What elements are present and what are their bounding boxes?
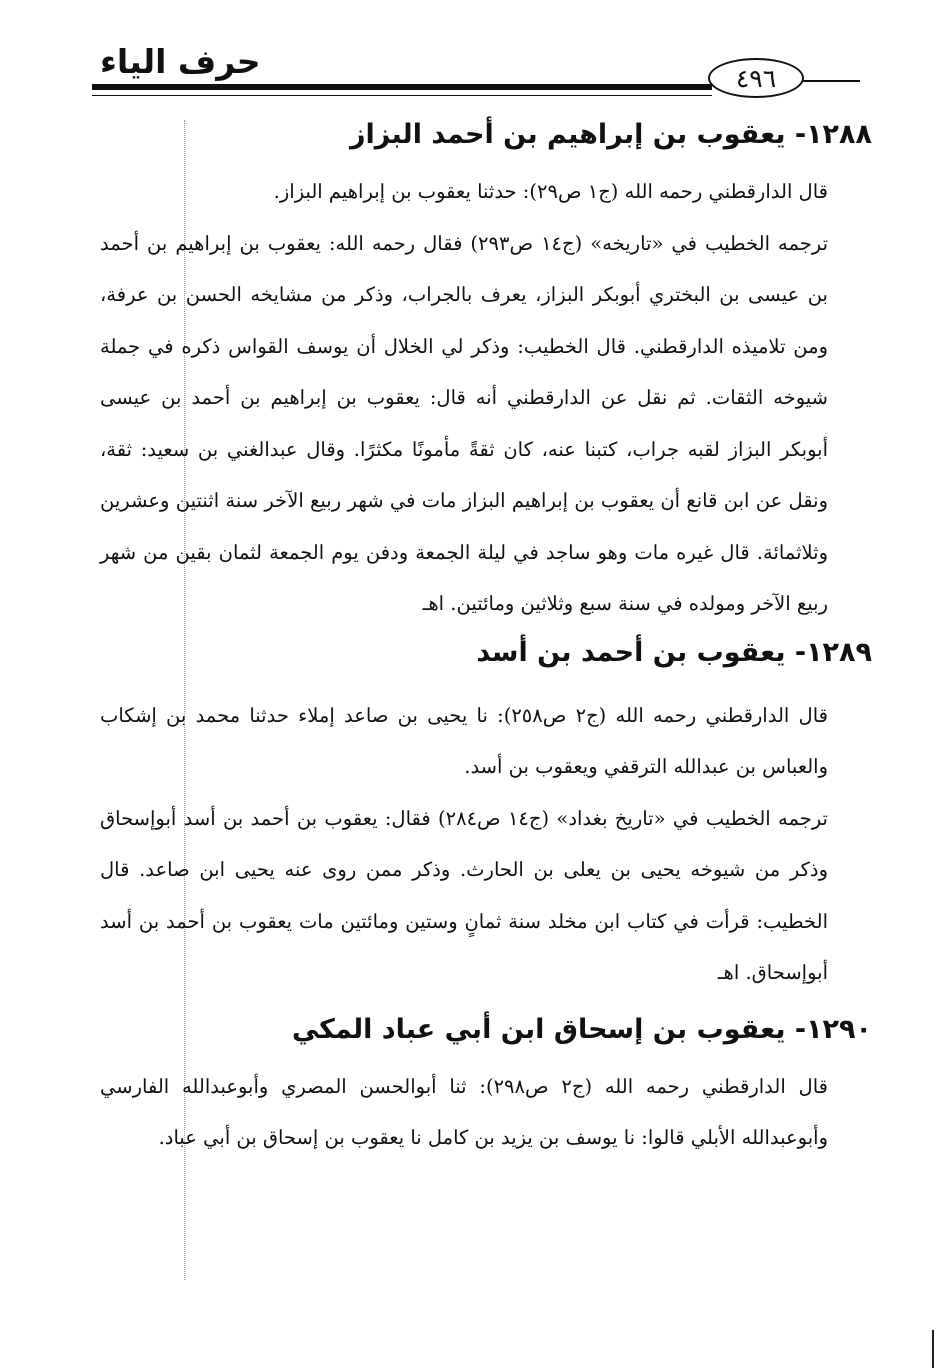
header-rule-right: [800, 80, 860, 82]
entry-citation: قال الدارقطني رحمه الله (ج٢ ص٢٩٨): ثنا أبوالحسن المصري وأبوعبدالله الفارسي وأبوعبدالله الأبلي قالوا: نا يوسف بن يزيد بن كامل نا يعقوب بن إسحاق بن أبي عباد.: [100, 1074, 828, 1149]
header-rule: [92, 84, 712, 90]
scan-edge-mark: [932, 1330, 934, 1368]
page-body: [100, 110, 872, 1310]
entry-1290: [100, 1005, 872, 1164]
entry-citation: قال الدارقطني رحمه الله (ج٢ ص٢٥٨): نا يحيى بن صاعد إملاء حدثنا محمد بن إشكاب والعباس بن عبدالله الترقفي ويعقوب بن أسد.: [100, 703, 828, 778]
entry-heading: ١٢٩٠- يعقوب بن إسحاق ابن أبي عباد المكي: [291, 1013, 872, 1045]
entry-biography: ترجمه الخطيب في «تاريخه» (ج١٤ ص٢٩٣) فقال رحمه الله: يعقوب بن إبراهيم بن أحمد بن عيسى بن البختري أبوبكر البزاز، يعرف بالجراب، وذكر من مشايخه الحسن بن عرفة، ومن تلاميذه الدارقطني. قال الخطيب: وذكر لي الخلال أن يوسف القواس ذكره في جملة شيوخه الثقات. ثم نقل عن الدارقطني أنه قال: يعقوب بن إبراهيم بن أحمد بن عيسى أبوبكر البزاز لقبه جراب، كتبنا عنه، كان ثقةً مأمونًا مكثرًا. وقال عبدالغني بن سعيد: ثقة، ونقل عن ابن قانع أن يعقوب بن إبراهيم البزاز مات في شهر ربيع الآخر سنة اثنتين وعشرين وثلاثمائة. قال غيره مات وهو ساجد في ليلة الجمعة ودفن يوم الجمعة لثمان بقين من شهر ربيع الآخر ومولده في سنة سبع وثلاثين ومائتين. اهـ: [100, 231, 828, 615]
page-header: [0, 0, 946, 110]
entry-heading: ١٢٨٨- يعقوب بن إبراهيم بن أحمد البزاز: [349, 119, 872, 150]
entry-1289: [100, 628, 872, 999]
page-title: حرف الياء: [100, 42, 261, 81]
entry-heading: ١٢٨٩- يعقوب بن أحمد بن أسد: [476, 636, 872, 668]
entry-biography: ترجمه الخطيب في «تاريخ بغداد» (ج١٤ ص٢٨٤) فقال: يعقوب بن أحمد بن أسد أبوإسحاق وذكر من شيوخه يحيى بن يعلى بن الحارث. وذكر ممن روى عنه يحيى ابن صاعد. قال الخطيب: قرأت في كتاب ابن مخلد سنة ثمانٍ وستين ومائتين مات يعقوب بن أحمد بن أسد أبوإسحاق. اهـ: [100, 806, 828, 984]
page-number: ٤٩٦: [708, 58, 804, 98]
entry-1288: [100, 110, 872, 630]
entry-citation: قال الدارقطني رحمه الله (ج١ ص٢٩): حدثنا يعقوب بن إبراهيم البزاز.: [273, 180, 828, 203]
header-rule-thin: [92, 95, 712, 96]
